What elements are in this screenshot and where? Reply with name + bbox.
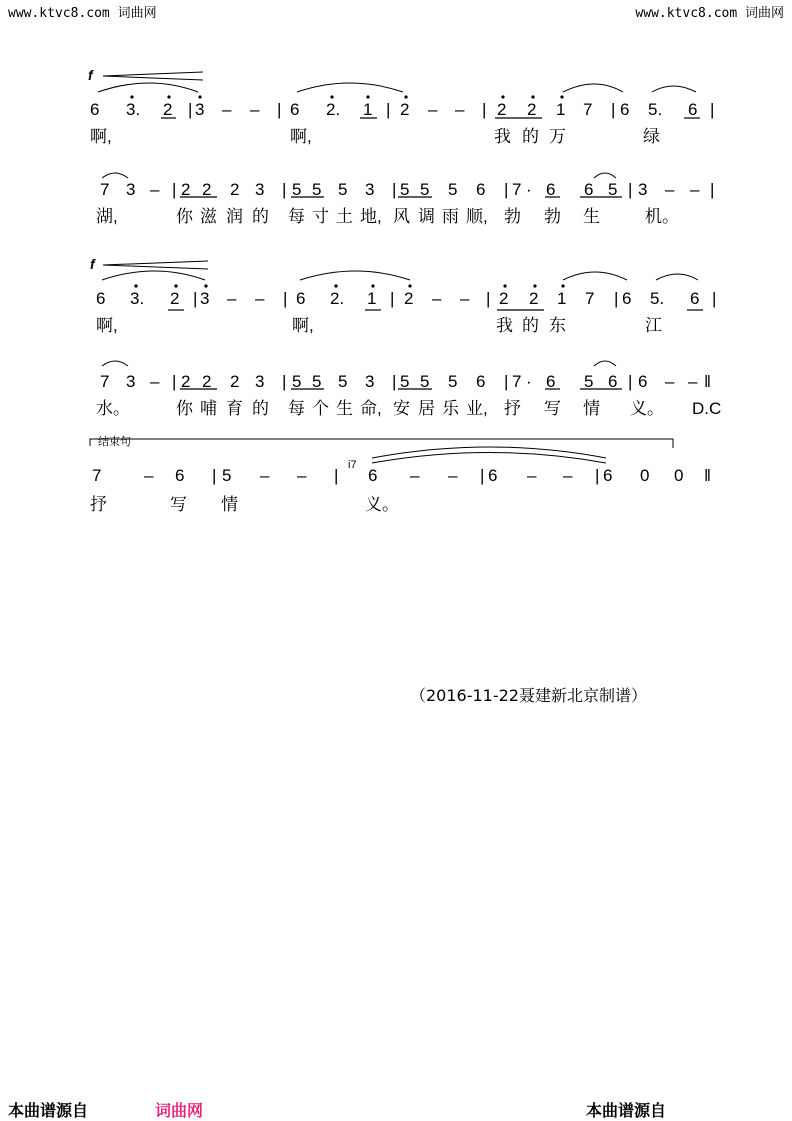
svg-text:·: · — [526, 180, 532, 199]
svg-text:的: 的 — [522, 316, 539, 335]
svg-text:勃: 勃 — [544, 207, 561, 226]
svg-text:6: 6 — [688, 100, 698, 119]
svg-text:|: | — [710, 180, 715, 199]
slur — [594, 361, 616, 366]
svg-text:6: 6 — [290, 100, 300, 119]
ending-label: 结束句 — [98, 436, 131, 448]
svg-text:–: – — [448, 466, 458, 485]
svg-text:生: 生 — [336, 399, 353, 418]
svg-text:2: 2 — [181, 372, 191, 391]
svg-text:7: 7 — [100, 180, 110, 199]
svg-text:6: 6 — [175, 466, 185, 485]
svg-text:3.: 3. — [130, 289, 145, 308]
svg-text:5: 5 — [448, 180, 458, 199]
slur — [297, 83, 403, 92]
svg-text:我: 我 — [494, 127, 511, 146]
svg-text:3: 3 — [126, 180, 136, 199]
svg-text:5: 5 — [292, 372, 302, 391]
svg-text:|: | — [611, 100, 616, 119]
svg-text:7: 7 — [583, 100, 593, 119]
svg-text:6: 6 — [90, 100, 100, 119]
svg-text:顺,: 顺, — [466, 207, 488, 226]
svg-text:寸: 寸 — [312, 207, 329, 226]
svg-text:–: – — [150, 372, 160, 391]
svg-text:风: 风 — [393, 207, 410, 226]
svg-text:2: 2 — [163, 100, 173, 119]
svg-text:–: – — [222, 100, 232, 119]
svg-text:2: 2 — [170, 289, 180, 308]
svg-text:2: 2 — [529, 289, 539, 308]
svg-text:0: 0 — [674, 466, 684, 485]
svg-text:万: 万 — [549, 127, 566, 146]
svg-text:|: | — [277, 100, 282, 119]
svg-text:东: 东 — [549, 316, 566, 335]
svg-text:–: – — [250, 100, 260, 119]
svg-text:水。: 水。 — [96, 399, 130, 418]
notation-row-4 — [100, 372, 711, 391]
svg-text:哺: 哺 — [200, 399, 217, 418]
svg-text:3: 3 — [200, 289, 210, 308]
svg-text:情: 情 — [221, 495, 238, 514]
svg-text:–: – — [688, 372, 698, 391]
svg-text:啊,: 啊, — [96, 316, 118, 335]
svg-text:5: 5 — [584, 372, 594, 391]
svg-text:6: 6 — [296, 289, 306, 308]
svg-text:|: | — [392, 372, 397, 391]
svg-text:3: 3 — [365, 180, 375, 199]
slur — [300, 271, 410, 280]
svg-text:–: – — [563, 466, 573, 485]
notation-row-5 — [92, 466, 711, 485]
svg-text:–: – — [460, 289, 470, 308]
notation-row-2 — [100, 180, 714, 199]
transcription-credit: （2016-11-22聂建新北京制谱） — [410, 686, 647, 705]
dynamic-forte: f — [88, 67, 93, 83]
svg-text:–: – — [432, 289, 442, 308]
svg-text:6: 6 — [690, 289, 700, 308]
svg-text:滋: 滋 — [200, 207, 217, 226]
svg-text:6: 6 — [620, 100, 630, 119]
svg-text:每: 每 — [288, 399, 305, 418]
svg-text:安: 安 — [393, 399, 410, 418]
svg-text:每: 每 — [288, 207, 305, 226]
svg-text:机。: 机。 — [645, 207, 679, 226]
svg-text:|: | — [283, 289, 288, 308]
svg-text:5: 5 — [420, 180, 430, 199]
svg-text:|: | — [628, 180, 633, 199]
svg-text:绿: 绿 — [643, 127, 660, 146]
lyrics-row-2 — [96, 207, 679, 226]
svg-text:7: 7 — [92, 466, 102, 485]
svg-text:土: 土 — [336, 207, 353, 226]
slur — [563, 84, 623, 92]
svg-text:1: 1 — [557, 289, 567, 308]
svg-text:–: – — [297, 466, 307, 485]
svg-text:3: 3 — [255, 372, 265, 391]
svg-text:义。: 义。 — [630, 399, 664, 418]
svg-text:6: 6 — [96, 289, 106, 308]
svg-text:湖,: 湖, — [96, 207, 118, 226]
svg-text:3: 3 — [638, 180, 648, 199]
notation-row-3 — [96, 289, 716, 308]
svg-text:的: 的 — [252, 207, 269, 226]
slur — [594, 173, 616, 178]
svg-text:–: – — [150, 180, 160, 199]
svg-text:|: | — [386, 100, 391, 119]
crescendo-mark-2 — [103, 261, 208, 269]
notation-row-1 — [90, 100, 714, 119]
svg-text:6: 6 — [622, 289, 632, 308]
da-capo-mark: D.C — [692, 399, 722, 418]
svg-text:3.: 3. — [126, 100, 141, 119]
svg-text:5: 5 — [608, 180, 618, 199]
svg-text:6: 6 — [476, 372, 486, 391]
svg-text:|: | — [482, 100, 487, 119]
svg-text:5: 5 — [448, 372, 458, 391]
svg-text:–: – — [665, 372, 675, 391]
svg-text:2: 2 — [400, 100, 410, 119]
svg-text:抒: 抒 — [504, 399, 521, 418]
svg-text:啊,: 啊, — [290, 127, 312, 146]
svg-text:|: | — [390, 289, 395, 308]
svg-text:我: 我 — [496, 316, 513, 335]
svg-text:抒: 抒 — [90, 495, 107, 514]
lyrics-row-4 — [96, 398, 664, 418]
svg-text:6: 6 — [546, 180, 556, 199]
ending-bracket — [90, 439, 673, 448]
svg-text:的: 的 — [522, 127, 539, 146]
svg-text:个: 个 — [312, 399, 329, 418]
slur — [102, 361, 128, 366]
svg-text:6: 6 — [638, 372, 648, 391]
svg-text:2: 2 — [497, 100, 507, 119]
svg-text:|: | — [188, 100, 193, 119]
svg-text:6: 6 — [608, 372, 618, 391]
svg-text:3: 3 — [365, 372, 375, 391]
dynamic-forte: f — [90, 256, 95, 272]
svg-text:7: 7 — [512, 180, 522, 199]
svg-text:|: | — [172, 372, 177, 391]
svg-text:生: 生 — [583, 207, 600, 226]
svg-text:|: | — [480, 466, 485, 485]
svg-text:–: – — [260, 466, 270, 485]
svg-text:–: – — [690, 180, 700, 199]
svg-text:1: 1 — [367, 289, 377, 308]
svg-text:乐: 乐 — [442, 399, 459, 418]
footer-source-label-right: 本曲谱源自 — [586, 1101, 667, 1120]
svg-text:2: 2 — [230, 180, 240, 199]
svg-text:6: 6 — [476, 180, 486, 199]
svg-text:6: 6 — [584, 180, 594, 199]
header-right-watermark: www.ktvc8.com 词曲网 — [635, 6, 784, 21]
svg-text:|: | — [486, 289, 491, 308]
crescendo-mark-1 — [103, 72, 203, 80]
svg-text:育: 育 — [226, 399, 243, 418]
svg-text:–: – — [227, 289, 237, 308]
svg-text:0: 0 — [640, 466, 650, 485]
svg-text:7: 7 — [512, 372, 522, 391]
svg-text:啊,: 啊, — [292, 316, 314, 335]
svg-text:–: – — [428, 100, 438, 119]
svg-text:|: | — [212, 466, 217, 485]
lyrics-row-3 — [96, 316, 662, 335]
svg-text:3: 3 — [126, 372, 136, 391]
svg-text:5: 5 — [312, 180, 322, 199]
svg-text:|: | — [595, 466, 600, 485]
svg-text:2: 2 — [499, 289, 509, 308]
svg-text:5: 5 — [400, 372, 410, 391]
svg-text:|: | — [614, 289, 619, 308]
svg-text:2.: 2. — [330, 289, 345, 308]
svg-text:情: 情 — [583, 399, 600, 418]
svg-text:|: | — [334, 466, 339, 485]
svg-text:7: 7 — [585, 289, 595, 308]
slur — [98, 83, 198, 92]
svg-text:润: 润 — [226, 207, 243, 226]
lyrics-row-1 — [90, 127, 660, 146]
slur — [563, 272, 627, 280]
svg-text:6: 6 — [546, 372, 556, 391]
svg-text:3: 3 — [255, 180, 265, 199]
header-left-watermark: www.ktvc8.com 词曲网 — [8, 6, 157, 21]
svg-text:2: 2 — [230, 372, 240, 391]
svg-text:地,: 地, — [360, 207, 382, 226]
svg-text:江: 江 — [645, 316, 662, 335]
svg-text:的: 的 — [252, 399, 269, 418]
svg-text:1: 1 — [556, 100, 566, 119]
svg-text:–: – — [255, 289, 265, 308]
svg-text:|: | — [628, 372, 633, 391]
svg-text:5: 5 — [222, 466, 232, 485]
svg-text:5: 5 — [338, 372, 348, 391]
svg-text:5: 5 — [400, 180, 410, 199]
svg-text:|: | — [172, 180, 177, 199]
svg-text:调: 调 — [418, 207, 435, 226]
svg-text:2: 2 — [202, 372, 212, 391]
footer-source-label: 本曲谱源自 — [8, 1101, 89, 1120]
svg-text:|: | — [712, 289, 717, 308]
svg-text:–: – — [144, 466, 154, 485]
slur — [652, 86, 696, 92]
lyrics-row-5 — [90, 494, 399, 514]
svg-text:‖: ‖ — [704, 466, 712, 485]
svg-text:你: 你 — [176, 207, 193, 226]
svg-text:|: | — [504, 372, 509, 391]
svg-text:|: | — [392, 180, 397, 199]
svg-text:6: 6 — [368, 466, 378, 485]
svg-text:1: 1 — [363, 100, 373, 119]
svg-text:·: · — [526, 372, 532, 391]
svg-text:|: | — [193, 289, 198, 308]
slur — [372, 453, 606, 464]
svg-text:7: 7 — [100, 372, 110, 391]
svg-text:居: 居 — [418, 399, 435, 418]
svg-text:5: 5 — [312, 372, 322, 391]
svg-text:写: 写 — [544, 399, 561, 418]
svg-text:命,: 命, — [360, 399, 382, 418]
svg-text:–: – — [665, 180, 675, 199]
svg-text:啊,: 啊, — [90, 127, 112, 146]
svg-text:5: 5 — [338, 180, 348, 199]
slur — [656, 274, 698, 280]
svg-text:2.: 2. — [326, 100, 341, 119]
svg-text:5.: 5. — [648, 100, 663, 119]
svg-text:6: 6 — [603, 466, 613, 485]
slur — [102, 173, 128, 178]
svg-text:6: 6 — [488, 466, 498, 485]
grace-notes: i7 — [348, 459, 357, 471]
svg-text:5: 5 — [292, 180, 302, 199]
svg-text:你: 你 — [176, 399, 193, 418]
svg-text:–: – — [410, 466, 420, 485]
slur — [102, 271, 205, 280]
svg-text:2: 2 — [527, 100, 537, 119]
svg-text:2: 2 — [181, 180, 191, 199]
svg-text:勃: 勃 — [504, 207, 521, 226]
svg-text:写: 写 — [170, 495, 187, 514]
svg-text:5: 5 — [420, 372, 430, 391]
svg-text:雨: 雨 — [442, 207, 459, 226]
svg-text:|: | — [282, 180, 287, 199]
svg-text:2: 2 — [404, 289, 414, 308]
svg-text:2: 2 — [202, 180, 212, 199]
svg-text:义。: 义。 — [365, 495, 399, 514]
svg-text:‖: ‖ — [704, 372, 712, 391]
svg-text:|: | — [710, 100, 715, 119]
svg-text:5.: 5. — [650, 289, 665, 308]
svg-text:3: 3 — [195, 100, 205, 119]
footer-site-link[interactable]: 词曲网 — [155, 1101, 204, 1120]
svg-text:业,: 业, — [466, 399, 488, 418]
svg-text:|: | — [282, 372, 287, 391]
svg-text:–: – — [455, 100, 465, 119]
svg-text:–: – — [527, 466, 537, 485]
svg-text:|: | — [504, 180, 509, 199]
